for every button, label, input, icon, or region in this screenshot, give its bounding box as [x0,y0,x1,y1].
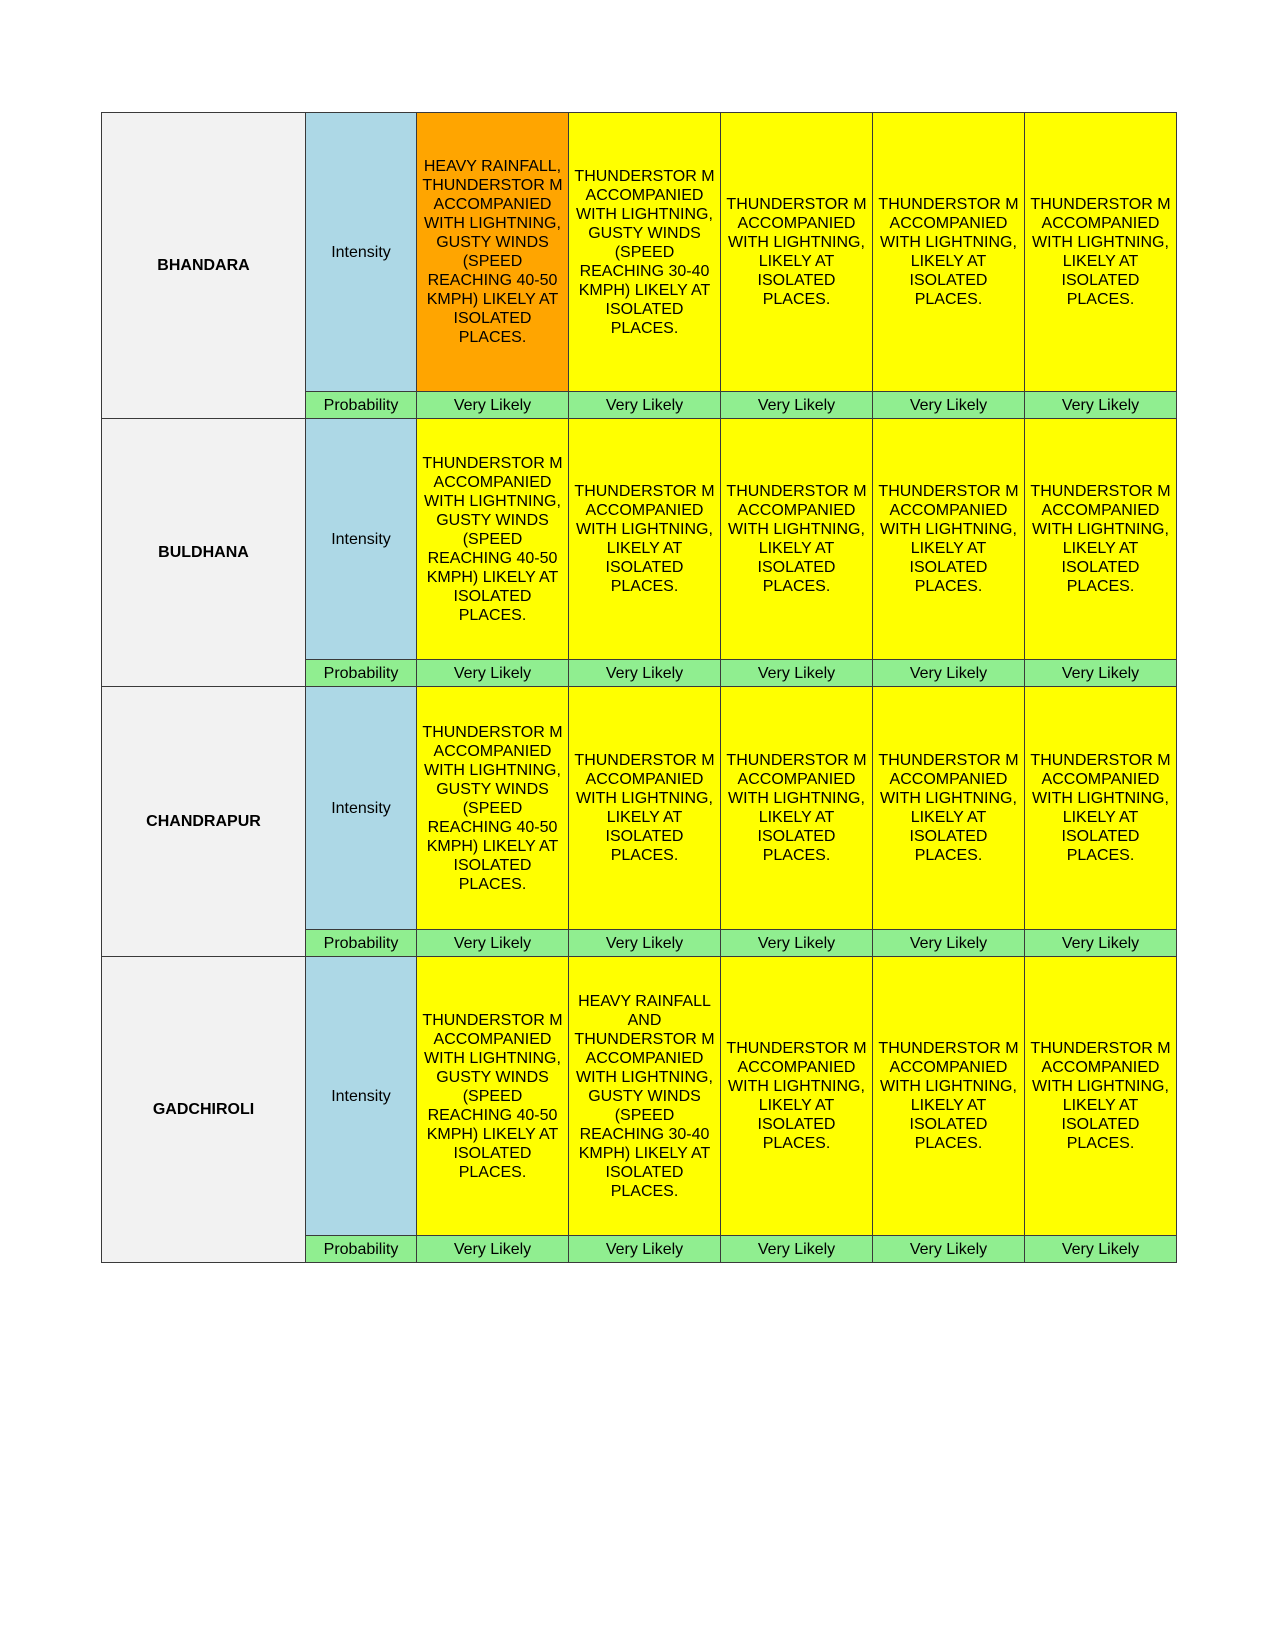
district-forecast-table [101,112,1177,1263]
intensity-row [102,113,1177,392]
probability-label: Probability [306,660,417,687]
district-name: GADCHIROLI [102,957,306,1263]
probability-cell: Very Likely [721,930,873,957]
probability-cell: Very Likely [1025,1236,1177,1263]
intensity-cell: HEAVY RAINFALL AND THUNDERSTOR M ACCOMPANIED WITH LIGHTNING, GUSTY WINDS (SPEED REACHING 30-40 KMPH) LIKELY AT ISOLATED PLACES. [569,957,721,1236]
probability-cell: Very Likely [873,1236,1025,1263]
probability-label: Probability [306,392,417,419]
probability-cell: Very Likely [873,930,1025,957]
probability-cell: Very Likely [417,660,569,687]
intensity-row [102,419,1177,660]
intensity-cell: THUNDERSTOR M ACCOMPANIED WITH LIGHTNING, LIKELY AT ISOLATED PLACES. [1025,113,1177,392]
intensity-label: Intensity [306,113,417,392]
probability-cell: Very Likely [569,392,721,419]
probability-cell: Very Likely [1025,660,1177,687]
probability-cell: Very Likely [1025,930,1177,957]
district-name: BULDHANA [102,419,306,687]
intensity-cell: THUNDERSTOR M ACCOMPANIED WITH LIGHTNING, LIKELY AT ISOLATED PLACES. [721,957,873,1236]
probability-cell: Very Likely [721,1236,873,1263]
intensity-cell: THUNDERSTOR M ACCOMPANIED WITH LIGHTNING, GUSTY WINDS (SPEED REACHING 40-50 KMPH) LIKELY AT ISOLATED PLACES. [417,957,569,1236]
probability-cell: Very Likely [721,392,873,419]
probability-cell: Very Likely [417,1236,569,1263]
intensity-cell: THUNDERSTOR M ACCOMPANIED WITH LIGHTNING, GUSTY WINDS (SPEED REACHING 40-50 KMPH) LIKELY AT ISOLATED PLACES. [417,419,569,660]
probability-cell: Very Likely [873,660,1025,687]
intensity-label: Intensity [306,419,417,660]
intensity-cell: THUNDERSTOR M ACCOMPANIED WITH LIGHTNING, LIKELY AT ISOLATED PLACES. [873,957,1025,1236]
probability-cell: Very Likely [417,392,569,419]
intensity-cell: THUNDERSTOR M ACCOMPANIED WITH LIGHTNING, LIKELY AT ISOLATED PLACES. [569,687,721,930]
intensity-cell: THUNDERSTOR M ACCOMPANIED WITH LIGHTNING, LIKELY AT ISOLATED PLACES. [1025,957,1177,1236]
probability-cell: Very Likely [873,392,1025,419]
district-name: CHANDRAPUR [102,687,306,957]
intensity-cell: THUNDERSTOR M ACCOMPANIED WITH LIGHTNING, LIKELY AT ISOLATED PLACES. [1025,419,1177,660]
probability-label: Probability [306,930,417,957]
intensity-cell: THUNDERSTOR M ACCOMPANIED WITH LIGHTNING, GUSTY WINDS (SPEED REACHING 30-40 KMPH) LIKELY AT ISOLATED PLACES. [569,113,721,392]
probability-label: Probability [306,1236,417,1263]
forecast-table-body [102,113,1177,1263]
intensity-cell: THUNDERSTOR M ACCOMPANIED WITH LIGHTNING, GUSTY WINDS (SPEED REACHING 40-50 KMPH) LIKELY AT ISOLATED PLACES. [417,687,569,930]
intensity-row [102,957,1177,1236]
intensity-label: Intensity [306,957,417,1236]
intensity-row [102,687,1177,930]
intensity-cell: HEAVY RAINFALL, THUNDERSTOR M ACCOMPANIED WITH LIGHTNING, GUSTY WINDS (SPEED REACHING 40-50 KMPH) LIKELY AT ISOLATED PLACES. [417,113,569,392]
probability-cell: Very Likely [417,930,569,957]
intensity-cell: THUNDERSTOR M ACCOMPANIED WITH LIGHTNING, LIKELY AT ISOLATED PLACES. [873,687,1025,930]
intensity-cell: THUNDERSTOR M ACCOMPANIED WITH LIGHTNING, LIKELY AT ISOLATED PLACES. [721,113,873,392]
intensity-cell: THUNDERSTOR M ACCOMPANIED WITH LIGHTNING, LIKELY AT ISOLATED PLACES. [569,419,721,660]
probability-cell: Very Likely [1025,392,1177,419]
intensity-label: Intensity [306,687,417,930]
district-name: BHANDARA [102,113,306,419]
intensity-cell: THUNDERSTOR M ACCOMPANIED WITH LIGHTNING, LIKELY AT ISOLATED PLACES. [873,113,1025,392]
probability-cell: Very Likely [569,660,721,687]
probability-cell: Very Likely [569,1236,721,1263]
intensity-cell: THUNDERSTOR M ACCOMPANIED WITH LIGHTNING, LIKELY AT ISOLATED PLACES. [721,687,873,930]
probability-cell: Very Likely [721,660,873,687]
intensity-cell: THUNDERSTOR M ACCOMPANIED WITH LIGHTNING, LIKELY AT ISOLATED PLACES. [721,419,873,660]
probability-cell: Very Likely [569,930,721,957]
intensity-cell: THUNDERSTOR M ACCOMPANIED WITH LIGHTNING, LIKELY AT ISOLATED PLACES. [1025,687,1177,930]
intensity-cell: THUNDERSTOR M ACCOMPANIED WITH LIGHTNING, LIKELY AT ISOLATED PLACES. [873,419,1025,660]
